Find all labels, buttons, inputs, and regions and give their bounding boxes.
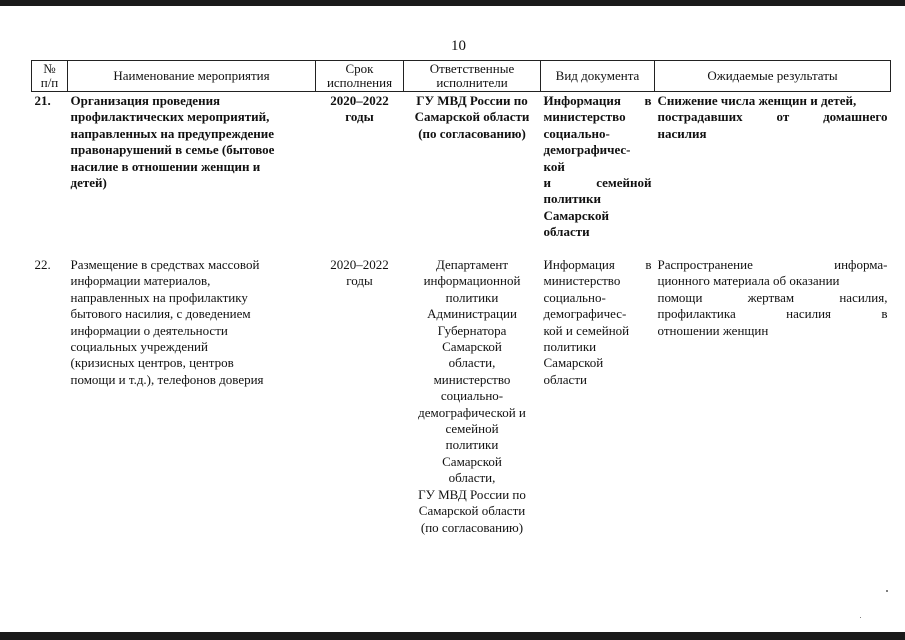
- expected-results-cell-line: Распространение информа-: [657, 257, 888, 272]
- doc-type-cell-line: и семейной: [543, 175, 652, 191]
- responsible-cell-line: ГУ МВД России по: [418, 486, 526, 502]
- header-num: [32, 61, 68, 92]
- measure-name-cell-line: (кризисных центров, центров: [70, 355, 234, 371]
- header-num-line-2: п/п: [40, 75, 59, 90]
- table-row: [32, 92, 891, 254]
- responsible-cell-line: демографической и: [418, 404, 526, 420]
- doc-type-cell-line: демографичес-: [543, 306, 627, 322]
- header-results: [655, 61, 891, 92]
- table-header-row: [32, 61, 891, 92]
- responsible-cell-line: политики: [445, 437, 499, 453]
- measure-name-cell-line: бытового насилия, с доведением: [70, 306, 251, 322]
- header-doc-type-line-1: Вид документа: [555, 68, 640, 83]
- measures-table: [31, 60, 891, 536]
- doc-type-cell: [541, 92, 655, 254]
- doc-type-cell-line: политики: [543, 191, 601, 207]
- expected-results-cell-line: помощи жертвам насилия,: [657, 289, 888, 305]
- top-scan-border: [0, 0, 905, 6]
- responsible-cell-line: министерство: [433, 371, 511, 387]
- doc-type-cell-line: Самарской: [543, 355, 604, 371]
- responsible-cell-line: информационной: [423, 273, 521, 289]
- expected-results-cell: [655, 253, 891, 536]
- measure-name-cell-line: насилие в отношении женщин и: [70, 158, 261, 174]
- doc-type-cell-line: Информация в: [543, 93, 652, 108]
- expected-results-cell-line: ционного материала об оказании: [657, 273, 840, 289]
- measure-name-cell-line: социальных учреждений: [70, 339, 208, 355]
- header-term-line-2: исполнения: [326, 75, 393, 90]
- header-num-line-1: №: [43, 61, 56, 76]
- header-name: [68, 61, 316, 92]
- header-term: [316, 61, 404, 92]
- responsible-cell-line: Губернатора: [437, 322, 507, 338]
- doc-type-cell-line: Самарской: [543, 207, 609, 223]
- measure-name-cell: [68, 253, 316, 536]
- table-row: [32, 253, 891, 536]
- term-cell: [316, 253, 404, 536]
- measure-name-cell: [68, 92, 316, 254]
- responsible-cell: [404, 92, 541, 254]
- measure-name-cell-line: направленных на профилактику: [70, 289, 248, 305]
- term-cell-line: 2020–2022: [330, 93, 389, 108]
- doc-type-cell-line: демографичес-: [543, 142, 631, 158]
- measure-name-cell-line: детей): [70, 175, 107, 191]
- responsible-cell-line: Самарской: [442, 339, 502, 355]
- measure-name-cell-line: Размещение в средствах массовой: [70, 257, 260, 272]
- responsible-cell-line: ГУ МВД России по: [416, 93, 528, 108]
- page-number-text: 10: [451, 38, 466, 54]
- expected-results-cell-line: отношении женщин: [657, 322, 769, 338]
- responsible-cell-line: Администрации: [427, 306, 517, 322]
- expected-results-cell-line: профилактика насилия в: [657, 306, 888, 322]
- measure-name-cell-line: правонарушений в семье (бытовое: [70, 142, 275, 158]
- header-responsible-line-1: Ответственные: [429, 61, 515, 76]
- doc-type-cell-line: Информация в: [543, 257, 652, 272]
- row-number-cell: 21.: [34, 93, 51, 108]
- doc-type-cell: [541, 253, 655, 536]
- responsible-cell-line: области,: [448, 355, 496, 371]
- doc-type-cell-line: кой и семейной: [543, 322, 630, 338]
- responsible-cell-line: социально-: [440, 388, 504, 404]
- responsible-cell-line: политики: [445, 289, 499, 305]
- doc-type-cell-line: социально-: [543, 125, 610, 141]
- doc-type-cell-line: кой: [543, 158, 565, 174]
- term-cell-line: годы: [346, 273, 373, 289]
- responsible-cell-line: Департамент: [435, 257, 509, 272]
- term-cell: [316, 92, 404, 254]
- scan-speck: [860, 617, 861, 618]
- table-body: [32, 92, 891, 536]
- term-cell-line: 2020–2022: [330, 257, 389, 272]
- measure-name-cell-line: помощи и т.д.), телефонов доверия: [70, 371, 264, 387]
- measure-name-cell-line: профилактических мероприятий,: [70, 109, 270, 125]
- page-number: [0, 38, 905, 55]
- responsible-cell-line: области,: [448, 470, 496, 486]
- term-cell-line: годы: [345, 109, 374, 125]
- doc-type-cell-line: области: [543, 371, 587, 387]
- scan-speck: [886, 590, 888, 592]
- responsible-cell-line: (по согласованию): [418, 125, 526, 141]
- expected-results-cell-line: пострадавших от домашнего: [657, 109, 888, 125]
- responsible-cell: [404, 253, 541, 536]
- doc-type-cell-line: области: [543, 224, 590, 240]
- header-results-line-1: Ожидаемые результаты: [707, 68, 838, 83]
- doc-type-cell-line: министерство: [543, 109, 626, 125]
- header-name-line-1: Наименование мероприятия: [113, 68, 270, 83]
- header-doc-type: [541, 61, 655, 92]
- responsible-cell-line: Самарской области: [418, 503, 526, 519]
- measure-name-cell-line: Организация проведения: [70, 93, 221, 108]
- responsible-cell-line: (по согласованию): [420, 519, 524, 535]
- measure-name-cell-line: информации о деятельности: [70, 322, 228, 338]
- measure-name-cell-line: информации материалов,: [70, 273, 211, 289]
- measure-name-cell-line: направленных на предупреждение: [70, 125, 274, 141]
- doc-type-cell-line: политики: [543, 339, 597, 355]
- header-responsible-line-2: исполнители: [436, 75, 508, 90]
- bottom-scan-border: [0, 632, 905, 640]
- responsible-cell-line: Самарской области: [414, 109, 530, 125]
- responsible-cell-line: семейной: [445, 421, 499, 437]
- doc-type-cell-line: министерство: [543, 273, 621, 289]
- row-number-cell: 22.: [34, 257, 51, 272]
- header-responsible: [404, 61, 541, 92]
- header-term-line-1: Срок: [345, 61, 374, 76]
- doc-type-cell-line: социально-: [543, 289, 606, 305]
- expected-results-cell-line: насилия: [657, 125, 707, 141]
- responsible-cell-line: Самарской: [442, 453, 502, 469]
- expected-results-cell: [655, 92, 891, 254]
- expected-results-cell-line: Снижение числа женщин и детей,: [657, 93, 857, 108]
